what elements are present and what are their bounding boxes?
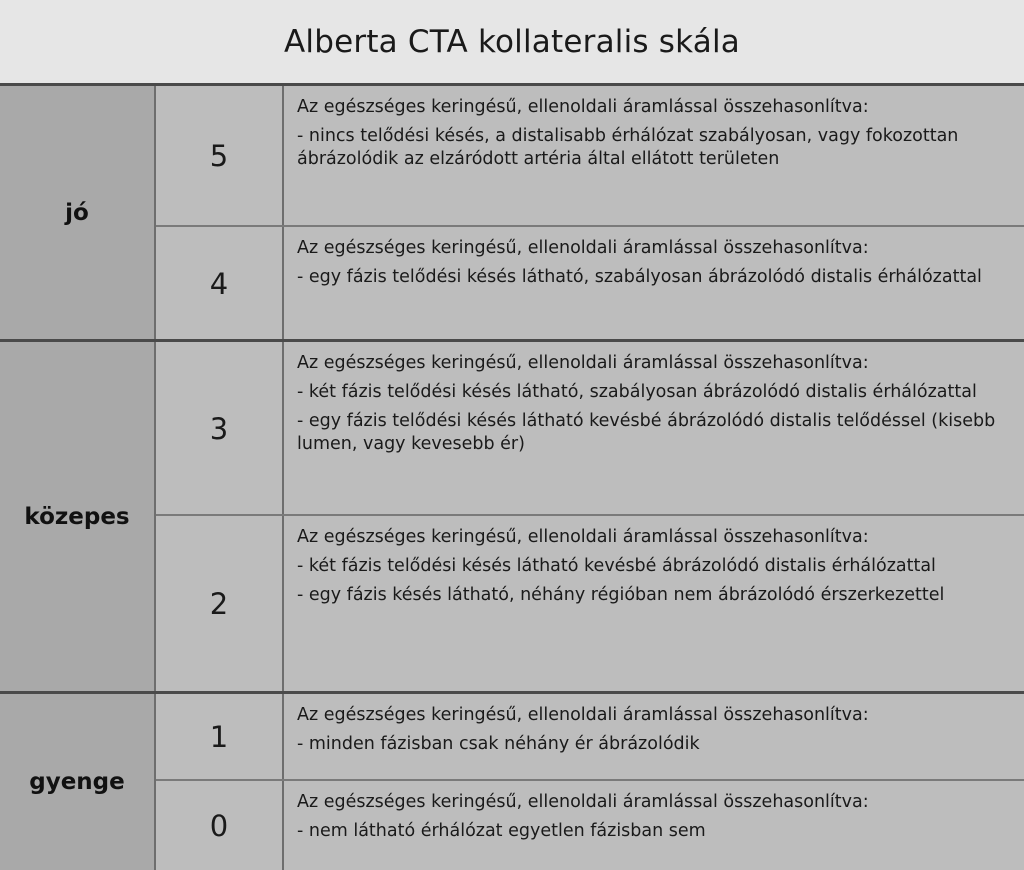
score-value: 2 xyxy=(209,587,229,621)
description-line: Az egészséges keringésű, ellenoldali áramlással összehasonlítva: xyxy=(297,353,869,373)
description-line: - minden fázisban csak néhány ér ábrázolódik xyxy=(297,734,700,754)
category-good xyxy=(0,86,156,340)
description-cell-5 xyxy=(284,86,1024,226)
score-cell-1 xyxy=(156,694,284,780)
description-line: - egy fázis telődési késés látható kevésbé ábrázolódó distalis telődéssel (kisebb lumen, vagy kevesebb ér) xyxy=(297,411,996,454)
category-poor xyxy=(0,694,156,870)
score-value: 5 xyxy=(209,139,229,173)
description-line: Az egészséges keringésű, ellenoldali áramlással összehasonlítva: xyxy=(297,238,869,258)
description-cell-4 xyxy=(284,227,1024,340)
description-line: - nincs telődési késés, a distalisabb érhálózat szabályosan, vagy fokozottan ábrázolódik az elzáródott artéria által ellátott területen xyxy=(297,126,959,169)
table-title: Alberta CTA kollateralis skála xyxy=(284,23,740,60)
description-line: - egy fázis telődési késés látható, szabályosan ábrázolódó distalis érhálózattal xyxy=(297,267,982,287)
description-cell-1 xyxy=(284,694,1024,780)
score-value: 3 xyxy=(209,411,229,446)
description-cell-3 xyxy=(284,342,1024,515)
category-medium xyxy=(0,342,156,692)
score-cell-3 xyxy=(156,342,284,515)
description-line: Az egészséges keringésű, ellenoldali áramlással összehasonlítva: xyxy=(297,97,869,117)
score-cell-0 xyxy=(156,781,284,870)
description-line: - két fázis telődési késés látható, szabályosan ábrázolódó distalis érhálózattal xyxy=(297,382,977,402)
score-cell-5 xyxy=(156,86,284,226)
score-value: 4 xyxy=(209,266,229,301)
description-line: - egy fázis késés látható, néhány régióban nem ábrázolódó érszerkezettel xyxy=(297,585,945,605)
title-bar xyxy=(0,0,1024,86)
description-cell-0 xyxy=(284,781,1024,870)
table-body xyxy=(0,86,1024,870)
description-line: - nem látható érhálózat egyetlen fázisban sem xyxy=(297,821,706,841)
category-label: gyenge xyxy=(29,769,125,795)
description-line: Az egészséges keringésű, ellenoldali áramlással összehasonlítva: xyxy=(297,527,869,547)
category-label: jó xyxy=(65,200,89,226)
description-line: Az egészséges keringésű, ellenoldali áramlással összehasonlítva: xyxy=(297,792,869,812)
score-cell-4 xyxy=(156,227,284,340)
score-value: 0 xyxy=(209,808,229,843)
description-cell-2 xyxy=(284,516,1024,692)
description-line: - két fázis telődési késés látható kevésbé ábrázolódó distalis érhálózattal xyxy=(297,556,936,576)
description-line: Az egészséges keringésű, ellenoldali áramlással összehasonlítva: xyxy=(297,705,869,725)
score-value: 1 xyxy=(209,720,229,754)
score-cell-2 xyxy=(156,516,284,692)
category-label: közepes xyxy=(24,504,130,530)
